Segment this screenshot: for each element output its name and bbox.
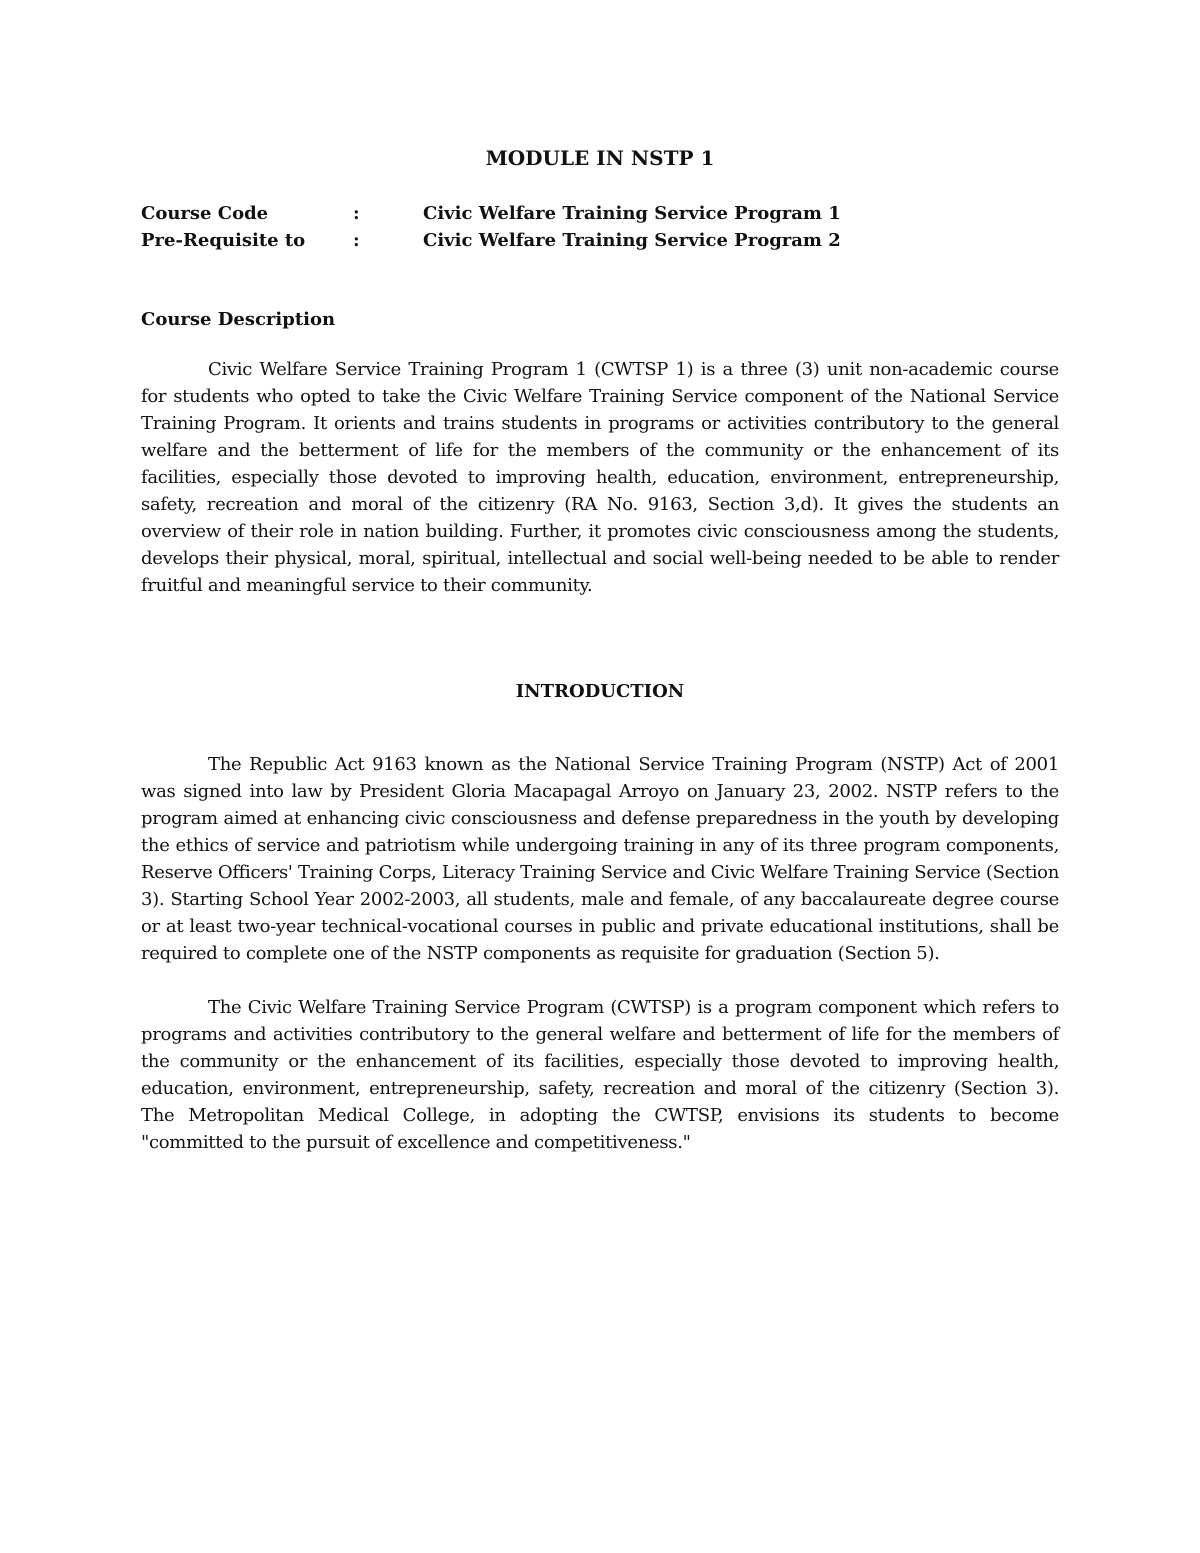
course-code-colon: : bbox=[353, 203, 360, 224]
prerequisite-label: Pre-Requisite to bbox=[141, 230, 306, 251]
introduction-paragraph-1: The Republic Act 9163 known as the National Service Training Program (NSTP) Act of 2001 was signed into law by President Gloria Macapagal Arroyo on January 23, 2002. NSTP refers to the program aimed at enhancing civic consciousness and defense preparedness in the youth by developing the ethics of service and patriotism while undergoing training in any of its three program components, Reserve Officers' Training Corps, Literacy Training Service and Civic Welfare Training Service (Section 3). Starting School Year 2002-2003, all students, male and female, of any baccalaureate degree course or at least two-year technical-vocational courses in public and private educational institutions, shall be required to complete one of the NSTP components as requisite for graduation (Section 5). bbox=[141, 754, 1059, 964]
prerequisite-value: Civic Welfare Training Service Program 2 bbox=[423, 230, 841, 251]
course-code-value: Civic Welfare Training Service Program 1 bbox=[423, 203, 841, 224]
course-description-heading: Course Description bbox=[141, 309, 336, 330]
module-title: MODULE IN NSTP 1 bbox=[485, 146, 715, 170]
course-code-row bbox=[141, 200, 1059, 227]
introduction-heading: INTRODUCTION bbox=[515, 681, 685, 702]
document-content bbox=[141, 140, 1059, 1156]
introduction-paragraph-2: The Civic Welfare Training Service Program (CWTSP) is a program component which refers to programs and activities contributory to the general welfare and betterment of life for the members of the community or the enhancement of its facilities, especially those devoted to improving health, education, environment, entrepreneurship, safety, recreation and moral of the citizenry (Section 3). The Metropolitan Medical College, in adopting the CWTSP, envisions its students to become "committed to the pursuit of excellence and competitiveness." bbox=[141, 997, 1059, 1153]
prerequisite-row bbox=[141, 227, 1059, 254]
prerequisite-colon: : bbox=[353, 230, 360, 251]
course-info-block bbox=[141, 200, 1059, 254]
course-code-label: Course Code bbox=[141, 203, 269, 224]
course-description-paragraph: Civic Welfare Service Training Program 1 (CWTSP 1) is a three (3) unit non-academic course for students who opted to take the Civic Welfare Training Service component of the National Service Training Program. It orients and trains students in programs or activities contributory to the general welfare and the betterment of life for the members of the community or the enhancement of its facilities, especially those devoted to improving health, education, environment, entrepreneurship, safety, recreation and moral of the citizenry (RA No. 9163, Section 3,d). It gives the students an overview of their role in nation building. Further, it promotes civic consciousness among the students, develops their physical, moral, spiritual, intellectual and social well-being needed to be able to render fruitful and meaningful service to their community. bbox=[141, 359, 1059, 596]
